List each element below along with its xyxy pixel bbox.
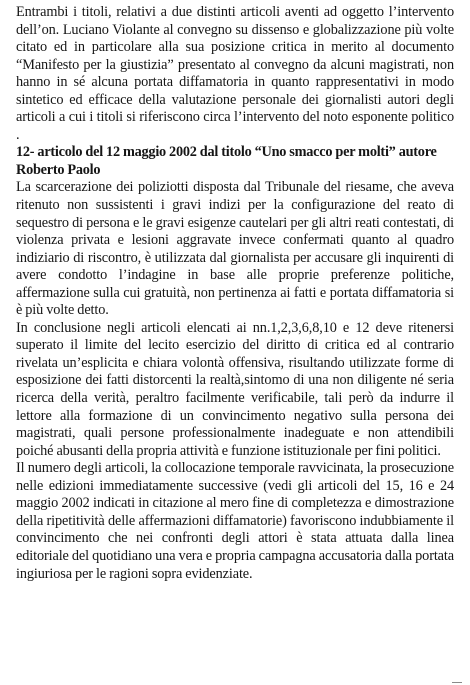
section-heading-article-12: 12- articolo del 12 maggio 2002 dal titolo “Uno smacco per molti” autore Roberto Paolo xyxy=(16,144,437,178)
paragraph-scarcerazione: La scarcerazione dei poliziotti disposta dal Tribunale del riesame, che aveva ritenuto non sussistenti i gravi indizi per la configurazione del reato di sequestro di persona e le gravi esigenze cautelari per gli altri reati contestati, di violenza privata e lesioni aggravate invece confermati quanto al quadro indiziario di riscontro, è utilizzata dal giornalista per accusare gli inquirenti di avere condotto l’indagine in base alle proprie preferenze politiche, affermazione sulla cui gratuità, non pertinenza ai fatti e portata diffamatoria si è più volte detto. xyxy=(16,179,454,319)
paragraph-titles-violante: Entrambi i titoli, relativi a due distinti articoli aventi ad oggetto l’intervento dell’on. Luciano Violante al convegno su dissenso e globalizzazione più volte citato ed in particolare alla sua posizione critica in merito al documento “Manifesto per la giustizia” presentato al convegno da alcuni magistrati, non hanno in sé alcuna portata diffamatoria in quanto rappresentativi in modo sintetico ed efficace della valutazione personale dei giornalisti autori degli articoli a cui i titoli si riferiscono circa l’intervento del noto esponente politico . xyxy=(16,4,454,143)
scan-corner-mark xyxy=(452,676,462,683)
paragraph-numero-articoli: Il numero degli articoli, la collocazione temporale ravvicinata, la prosecuzione nelle edizioni immediatamente successive (vedi gli articoli del 15, 16 e 24 maggio 2002 indicati in citazione al mero fine di completezza e dimostrazione della ripetitività delle affermazioni diffamatorie) favoriscono indubbiamente il convincimento che nei confronti degli attori è stata attuata dalla linea editoriale del quotidiano una vera e propria campagna accusatoria dalla portata ingiuriosa per le ragioni sopra evidenziate. xyxy=(16,460,454,582)
document-page xyxy=(16,4,454,583)
paragraph-conclusione: In conclusione negli articoli elencati ai nn.1,2,3,6,8,10 e 12 deve ritenersi superato il limite del lecito esercizio del diritto di critica ed al contrario rivelata un’esplicita e chiara volontà offensiva, risultando utilizzate forme di esposizione dei fatti distorcenti la realtà,sintomo di una non diligente né seria ricerca della verità, peraltro facilmente verificabile, tali però da indurre il lettore alla formazione di un convincimento negativo sulla persona dei magistrati, quali persone professionalmente inadeguate e non attendibili poiché abusanti della propria attività e funzione istituzionale per fini politici. xyxy=(16,319,454,459)
